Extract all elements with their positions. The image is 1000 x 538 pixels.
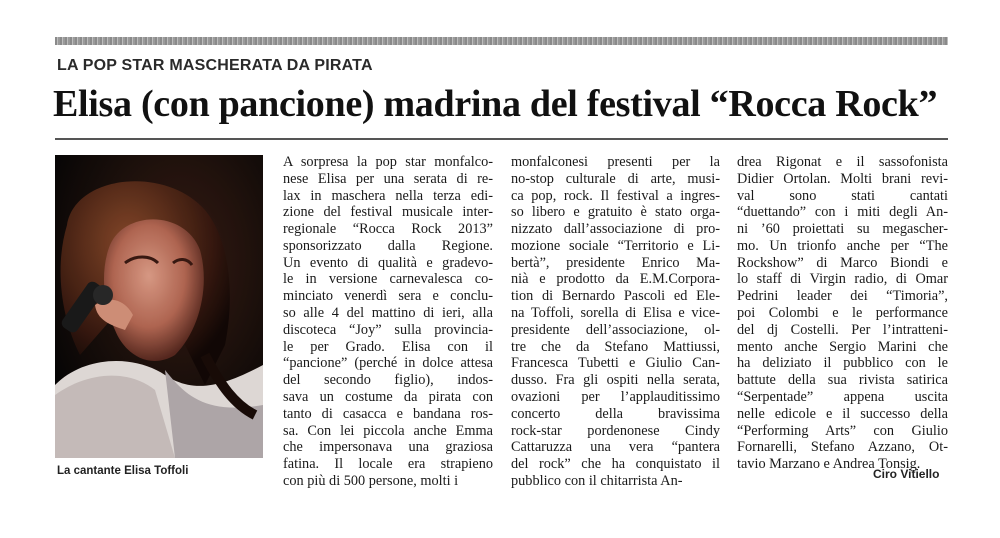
- text-line: con più di 500 persone, molti i: [283, 472, 459, 489]
- text-line: ha deliziato il pubblico con le: [737, 355, 948, 372]
- text-line: regionale “Rocca Rock 2013”: [283, 221, 493, 238]
- text-line: Un evento di qualità e gradevo-: [283, 254, 493, 271]
- text-line: mento anche Sergio Marini che: [737, 338, 948, 355]
- text-line: “Serpentade” appena uscita: [737, 388, 948, 405]
- text-line: zione del festival musicale inter-: [283, 204, 493, 221]
- text-line: so alle 4 del mattino di ieri, alla: [283, 305, 493, 322]
- text-line: poi Colombi e le performance: [737, 305, 948, 322]
- text-line: no-stop culturale di arte, musi-: [511, 170, 720, 187]
- article-column-2: [511, 154, 720, 490]
- text-line: “Performing Arts” con Giulio: [737, 422, 948, 439]
- text-line: sponsorizzato dalla Regione.: [283, 237, 493, 254]
- text-line: nese Elisa per una serata di re-: [283, 170, 493, 187]
- text-line: tavio Marzano e Andrea Tonsig.: [737, 456, 921, 473]
- text-line: del secondo figlio), indos-: [283, 372, 493, 389]
- text-line: rock-star pordenonese Cindy: [511, 422, 720, 439]
- article-column-3: [737, 154, 948, 473]
- text-line: sava un costume da pirata con: [283, 388, 493, 405]
- text-line: lo staff di Virgin radio, di Omar: [737, 271, 948, 288]
- text-line: concerto della bravissima: [511, 405, 720, 422]
- text-line: bertà”, presidente Enrico Ma-: [511, 254, 720, 271]
- text-line: Fornarelli, Stefano Azzano, Ot-: [737, 439, 948, 456]
- text-line: nelle edicole e il successo della: [737, 405, 948, 422]
- text-line: tanto di casacca e bandana ros-: [283, 405, 493, 422]
- text-line: Cattaruzza una vera “pantera: [511, 439, 720, 456]
- text-line: Rockshow” di Marco Biondi e: [737, 254, 948, 271]
- text-line: drea Rigonat e il sassofonista: [737, 154, 948, 170]
- text-line: mozione sociale “Territorio e Li-: [511, 237, 720, 254]
- text-line: minciato venerdì sera e conclu-: [283, 288, 493, 305]
- kicker: LA POP STAR MASCHERATA DA PIRATA: [57, 57, 373, 74]
- text-line: dusso. Fra gli ospiti nella serata,: [511, 372, 720, 389]
- text-line: del rock” che ha conquistato il: [511, 456, 720, 473]
- text-line: presidente dell’associazione, ol-: [511, 321, 720, 338]
- text-line: tion di Bernardo Pascoli ed Ele-: [511, 288, 720, 305]
- text-line: Francesca Tubetti e Giulio Can-: [511, 355, 720, 372]
- article-column-1: [283, 154, 493, 490]
- byline: Ciro Vitiello: [873, 467, 940, 481]
- text-line: Didier Ortolan. Molti brani revi-: [737, 170, 948, 187]
- text-line: nià e prodotto da E.M.Corpora-: [511, 271, 720, 288]
- text-line: fatina. Il locale era strapieno: [283, 456, 493, 473]
- text-line: nizzato dall’associazione di pro-: [511, 221, 720, 238]
- text-line: le in versione carnevalesca co-: [283, 271, 493, 288]
- top-rule: [55, 37, 948, 45]
- text-line: battute della sua rivista satirica: [737, 372, 948, 389]
- text-line: lax in maschera nella terza edi-: [283, 187, 493, 204]
- text-line: ovazioni per l’applauditissimo: [511, 388, 720, 405]
- singer-photo: [55, 155, 263, 458]
- text-line: val sono stati cantati: [737, 187, 948, 204]
- text-line: ca pop, rock. Il festival a ingres-: [511, 187, 720, 204]
- text-line: ni ’60 proiettati su megascher-: [737, 221, 948, 238]
- text-line: discoteca “Joy” sulla provincia-: [283, 321, 493, 338]
- text-line: mo. Un trionfo anche per “The: [737, 237, 948, 254]
- text-line: Pedrini leader dei “Timoria”,: [737, 288, 948, 305]
- headline: Elisa (con pancione) madrina del festival “Rocca Rock”: [53, 83, 938, 125]
- text-line: so libero e gratuito è stato orga-: [511, 204, 720, 221]
- text-line: na Toffoli, sorella di Elisa e vice-: [511, 305, 720, 322]
- text-line: che impersonava una graziosa: [283, 439, 493, 456]
- headline-rule: [55, 138, 948, 140]
- text-line: sa. Con lei piccola anche Emma: [283, 422, 493, 439]
- text-line: “duettando” con i miti degli An-: [737, 204, 948, 221]
- text-line: le per Grado. Elisa con il: [283, 338, 493, 355]
- text-line: “pancione” (perché in dolce attesa: [283, 355, 493, 372]
- text-line: del dj Costelli. Per l’intratteni-: [737, 321, 948, 338]
- text-line: tre che da Stefano Mattiussi,: [511, 338, 720, 355]
- text-line: pubblico con il chitarrista An-: [511, 472, 683, 489]
- photo-caption: La cantante Elisa Toffoli: [57, 465, 189, 477]
- text-line: A sorpresa la pop star monfalco-: [283, 154, 493, 170]
- text-line: monfalconesi presenti per la: [511, 154, 720, 170]
